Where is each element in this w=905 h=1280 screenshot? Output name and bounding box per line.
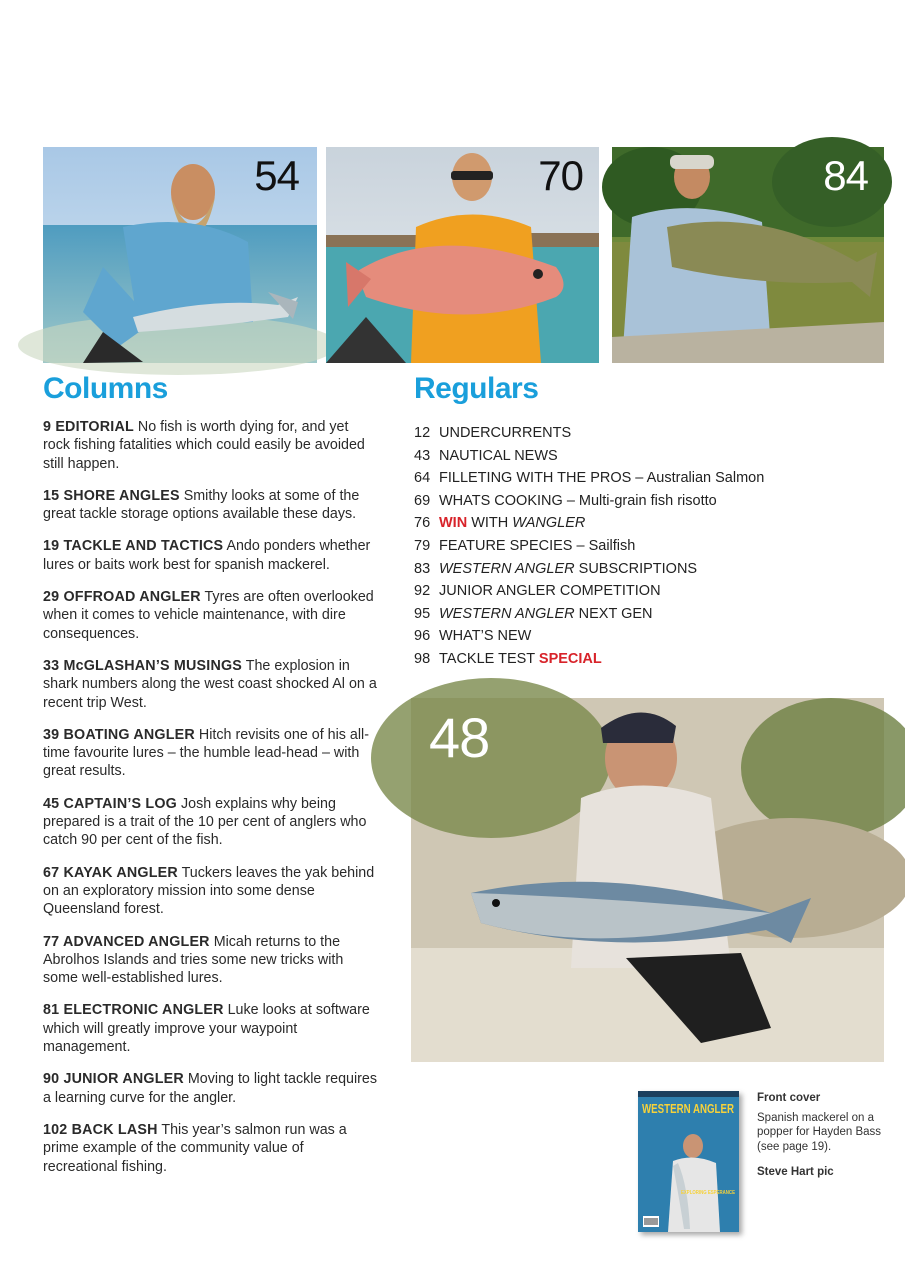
cover-description: Spanish mackerel on a popper for Hayden Bass (see page 19). bbox=[757, 1111, 882, 1153]
regular-item bbox=[414, 445, 764, 468]
regular-item bbox=[414, 422, 764, 445]
column-item bbox=[43, 1070, 378, 1107]
regular-text: WHAT’S NEW bbox=[439, 628, 532, 645]
cover-masthead: WESTERN ANGLER bbox=[642, 1101, 735, 1116]
column-heading: 19 TACKLE AND TACTICS bbox=[43, 538, 224, 555]
regular-page: 96 bbox=[414, 628, 431, 645]
regular-page: 69 bbox=[414, 492, 431, 509]
column-text: Tyres are often overlooked when it comes to vehicle maintenance, with dire consequences. bbox=[43, 589, 374, 642]
column-text: Ando ponders whether lures or baits work best for spanish mackerel. bbox=[43, 538, 371, 573]
regular-item bbox=[414, 512, 764, 535]
column-item bbox=[43, 487, 378, 524]
regular-page: 83 bbox=[414, 560, 431, 577]
column-heading: 9 EDITORIAL bbox=[43, 419, 134, 435]
regular-italic: WANGLER bbox=[512, 515, 586, 532]
front-cover-caption bbox=[757, 1091, 882, 1180]
photo-84-number: 84 bbox=[823, 152, 868, 199]
column-heading: 81 ELECTRONIC ANGLER bbox=[43, 1002, 224, 1019]
column-item bbox=[43, 418, 378, 473]
column-text: Tuckers leaves the yak behind on an exploratory mission into some dense Queensland forest. bbox=[43, 864, 375, 918]
photo-48-number: 48 bbox=[429, 706, 490, 769]
column-heading: 67 KAYAK ANGLER bbox=[43, 864, 178, 881]
regular-text: FILLETING WITH THE PROS – Australian Salmon bbox=[439, 470, 765, 487]
regular-item bbox=[414, 580, 764, 603]
column-item bbox=[43, 588, 378, 643]
photo-70-number: 70 bbox=[538, 152, 583, 199]
front-cover-image bbox=[638, 1091, 739, 1232]
cover-credit: Steve Hart pic bbox=[757, 1166, 834, 1178]
regular-page: 12 bbox=[414, 425, 431, 441]
column-text: No fish is worth dying for, and yet rock fishing fatalities which could easily be avoided still happen. bbox=[43, 419, 365, 472]
column-heading: 77 ADVANCED ANGLER bbox=[43, 933, 210, 950]
regular-text: UNDERCURRENTS bbox=[439, 425, 572, 441]
regular-highlight: SPECIAL bbox=[538, 650, 602, 667]
regular-page: 98 bbox=[414, 650, 431, 667]
column-text: Josh explains why being prepared is a trait of the 10 per cent of anglers who catch 90 per cent of the fish. bbox=[43, 795, 367, 849]
columns-title: Columns bbox=[43, 372, 168, 405]
column-heading: 39 BOATING ANGLER bbox=[43, 726, 195, 743]
regular-highlight: WIN bbox=[439, 515, 468, 532]
regulars-title: Regulars bbox=[414, 372, 539, 405]
column-text: This year’s salmon run was a prime example of the community value of recreational fishing. bbox=[43, 1121, 347, 1175]
regular-page: 79 bbox=[414, 537, 431, 554]
column-item bbox=[43, 1121, 378, 1176]
regular-page: 92 bbox=[414, 583, 431, 600]
cover-label: Front cover bbox=[757, 1092, 821, 1104]
regular-page: 64 bbox=[414, 470, 431, 487]
column-text: Hitch revisits one of his all-time favourite lures – the humble lead-head – with great results. bbox=[43, 726, 369, 780]
column-heading: 29 OFFROAD ANGLER bbox=[43, 589, 201, 606]
regular-text: TACKLE TEST bbox=[439, 650, 539, 667]
regular-text: NAUTICAL NEWS bbox=[439, 447, 558, 464]
photo-84 bbox=[612, 147, 884, 363]
column-heading: 45 CAPTAIN’S LOG bbox=[43, 795, 178, 812]
column-item bbox=[43, 795, 378, 850]
column-item bbox=[43, 1001, 378, 1056]
regular-text: NEXT GEN bbox=[574, 605, 653, 622]
regular-italic: WESTERN ANGLER bbox=[439, 605, 575, 622]
regular-text: WITH bbox=[467, 515, 513, 532]
regular-page: 43 bbox=[414, 447, 431, 464]
regular-text: SUBSCRIPTIONS bbox=[574, 560, 698, 577]
column-item bbox=[43, 726, 378, 781]
regular-text: JUNIOR ANGLER COMPETITION bbox=[439, 583, 661, 600]
regular-item bbox=[414, 535, 764, 558]
column-text: Micah returns to the Abrolhos Islands and tries some new tricks with some well-established lures. bbox=[43, 933, 344, 987]
column-heading: 90 JUNIOR ANGLER bbox=[43, 1071, 184, 1088]
column-text: Smithy looks at some of the great tackle storage options available these days. bbox=[43, 487, 360, 523]
regular-text: FEATURE SPECIES – Sailfish bbox=[439, 537, 636, 554]
cover-coverline: EXPLORING ESPERANCE bbox=[681, 1190, 736, 1196]
regular-item bbox=[414, 558, 764, 581]
column-text: Moving to light tackle requires a learning curve for the angler. bbox=[43, 1071, 378, 1106]
regular-item bbox=[414, 603, 764, 626]
column-item bbox=[43, 657, 378, 712]
regular-text: WHATS COOKING – Multi-grain fish risotto bbox=[439, 492, 717, 509]
column-item bbox=[43, 864, 378, 919]
column-text: The explosion in shark numbers along the west coast shocked Al on a recent trip West. bbox=[43, 657, 377, 711]
photo-70 bbox=[326, 147, 599, 363]
regular-page: 95 bbox=[414, 605, 431, 622]
front-cover-thumbnail bbox=[638, 1091, 739, 1232]
regular-italic: WESTERN ANGLER bbox=[439, 560, 575, 577]
column-item bbox=[43, 537, 378, 574]
regular-item bbox=[414, 625, 764, 648]
regular-item bbox=[414, 648, 764, 671]
column-heading: 102 BACK LASH bbox=[43, 1121, 158, 1138]
column-heading: 15 SHORE ANGLES bbox=[43, 487, 180, 504]
regular-item bbox=[414, 467, 764, 490]
regular-page: 76 bbox=[414, 515, 431, 532]
columns-list bbox=[43, 418, 378, 1190]
column-text: Luke looks at software which will greatly improve your waypoint management. bbox=[43, 1002, 370, 1056]
regular-item bbox=[414, 490, 764, 513]
column-item bbox=[43, 933, 378, 988]
column-heading: 33 McGLASHAN’S MUSINGS bbox=[43, 657, 243, 674]
photo-54-number: 54 bbox=[254, 152, 299, 199]
regulars-list bbox=[414, 422, 764, 671]
photo-54 bbox=[43, 147, 317, 363]
photo-48 bbox=[411, 698, 884, 1062]
